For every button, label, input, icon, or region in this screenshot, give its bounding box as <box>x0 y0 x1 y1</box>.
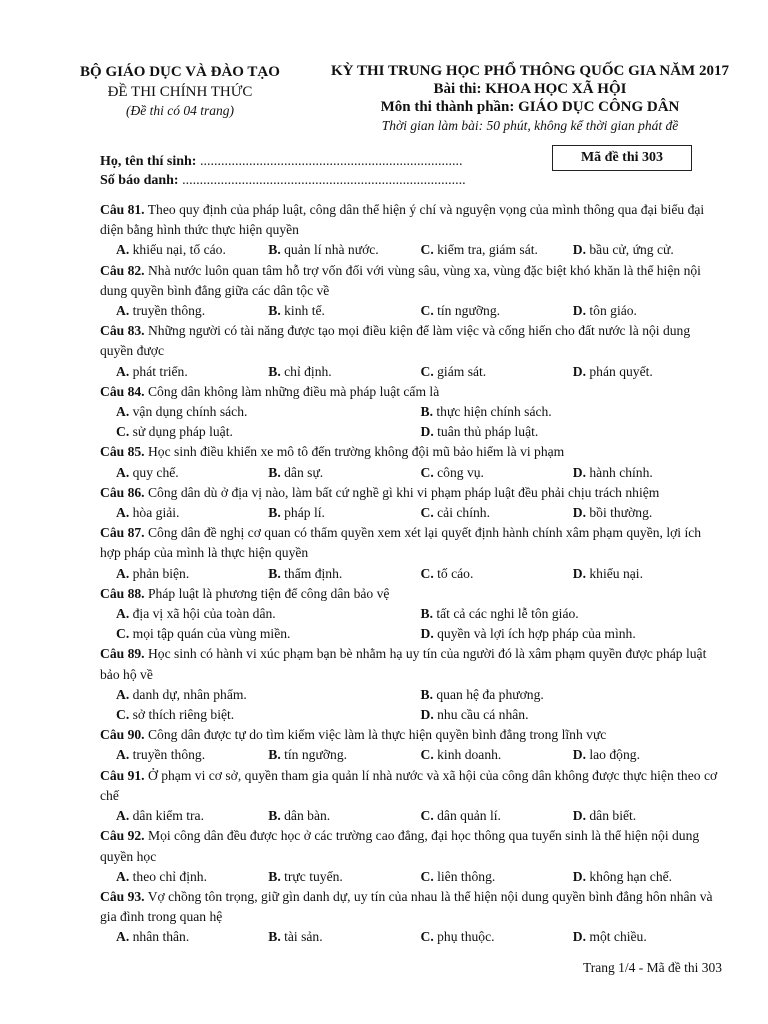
answer-option[interactable] <box>421 463 573 483</box>
time-note: Thời gian làm bài: 50 phút, không kể thời gian phát đề <box>381 118 679 133</box>
answer-option[interactable] <box>573 745 725 765</box>
answer-options <box>100 806 725 826</box>
answer-option[interactable] <box>268 301 420 321</box>
answer-option[interactable] <box>268 927 420 947</box>
answer-option[interactable] <box>116 745 268 765</box>
option-text: địa vị xã hội của toàn dân. <box>132 606 276 622</box>
option-text: kiểm tra, giám sát. <box>437 242 538 258</box>
option-letter: C. <box>116 424 130 440</box>
answer-option[interactable] <box>116 503 268 523</box>
pages-note: (Đề thi có 04 trang) <box>126 103 234 118</box>
answer-options <box>100 867 725 887</box>
option-text: kinh doanh. <box>437 747 502 763</box>
question-text: Công dân không làm những điều mà pháp luật cấm là <box>147 383 440 399</box>
option-letter: C. <box>420 808 434 824</box>
answer-option[interactable] <box>421 685 726 705</box>
option-letter: C. <box>420 565 434 581</box>
question-number: Câu 83. <box>100 323 145 339</box>
answer-option[interactable] <box>573 867 725 887</box>
option-letter: D. <box>572 565 586 581</box>
question-block <box>100 725 725 765</box>
question-number: Câu 81. <box>100 202 145 217</box>
option-letter: A. <box>116 464 130 480</box>
option-letter: A. <box>116 686 130 702</box>
option-text: truyền thông. <box>132 303 206 319</box>
option-letter: C. <box>420 464 434 480</box>
answer-option[interactable] <box>268 240 420 260</box>
question-block <box>100 382 725 443</box>
answer-option[interactable] <box>116 705 421 725</box>
answer-options <box>100 685 725 725</box>
question-text: Học sinh điều khiển xe mô tô đến trường không đội mũ bảo hiểm là vi phạm <box>147 444 565 460</box>
answer-option[interactable] <box>421 362 573 382</box>
option-letter: B. <box>420 404 433 420</box>
option-letter: A. <box>116 363 130 379</box>
question-text: Vợ chồng tôn trọng, giữ gìn danh dự, uy tín của nhau là thể hiện nội dung quyền bình đẳng hôn nhân và gia đình trong quan hệ <box>100 888 713 925</box>
question-text: Pháp luật là phương tiện để công dân bảo vệ <box>147 585 390 601</box>
exam-name: Bài thi: KHOA HỌC XÃ HỘI <box>433 81 627 97</box>
question-stem <box>100 442 725 462</box>
candidate-name-field[interactable]: ........................................................................... <box>199 154 463 169</box>
question-block <box>100 200 725 261</box>
answer-option[interactable] <box>421 604 726 624</box>
question-block <box>100 887 725 948</box>
option-letter: C. <box>420 747 434 763</box>
option-text: trực tuyến. <box>284 868 343 884</box>
option-text: danh dự, nhân phẩm. <box>132 686 247 702</box>
question-stem <box>100 766 725 806</box>
option-text: bầu cử, ứng cử. <box>589 242 674 258</box>
option-text: tất cả các nghi lễ tôn giáo. <box>436 606 579 622</box>
answer-option[interactable] <box>268 745 420 765</box>
option-letter: D. <box>572 808 586 824</box>
answer-options <box>100 463 725 483</box>
question-block <box>100 644 725 725</box>
header-left <box>60 62 300 120</box>
option-text: sử dụng pháp luật. <box>132 424 233 440</box>
option-letter: D. <box>572 464 586 480</box>
option-letter: B. <box>268 808 281 824</box>
option-text: mọi tập quán của vùng miền. <box>132 626 291 642</box>
answer-option[interactable] <box>421 927 573 947</box>
option-letter: B. <box>268 747 281 763</box>
answer-option[interactable] <box>116 624 421 644</box>
option-letter: C. <box>420 242 434 258</box>
option-text: tín ngưỡng. <box>284 747 348 763</box>
option-text: nhu cầu cá nhân. <box>437 707 529 723</box>
option-letter: D. <box>572 505 586 521</box>
option-letter: B. <box>268 464 281 480</box>
question-block <box>100 261 725 322</box>
option-letter: B. <box>268 505 281 521</box>
option-letter: C. <box>116 707 130 723</box>
question-block <box>100 584 725 645</box>
option-text: phán quyết. <box>589 363 653 379</box>
option-letter: B. <box>268 303 281 319</box>
question-stem <box>100 382 725 402</box>
option-text: vận dụng chính sách. <box>132 404 248 420</box>
option-text: dân kiểm tra. <box>132 808 204 824</box>
question-list <box>100 200 725 948</box>
option-text: liên thông. <box>437 868 496 884</box>
question-text: Ở phạm vi cơ sở, quyền tham gia quản lí nhà nước và xã hội của công dân không được thực hiện theo cơ chế <box>100 767 718 803</box>
answer-option[interactable] <box>116 463 268 483</box>
question-block <box>100 826 725 887</box>
answer-option[interactable] <box>116 927 268 947</box>
answer-option[interactable] <box>268 463 420 483</box>
option-letter: D. <box>572 242 586 258</box>
option-letter: D. <box>572 363 586 379</box>
option-text: phát triển. <box>132 363 188 379</box>
option-letter: B. <box>420 686 433 702</box>
option-letter: A. <box>116 868 130 884</box>
option-text: theo chỉ định. <box>132 868 207 884</box>
candidate-id-label: Số báo danh: <box>100 173 179 188</box>
answer-option[interactable] <box>573 564 725 584</box>
option-letter: D. <box>572 929 586 945</box>
answer-option[interactable] <box>116 564 268 584</box>
question-number: Câu 91. <box>100 767 145 783</box>
candidate-id-field[interactable]: ................................................................................. <box>182 173 466 188</box>
answer-options <box>100 745 725 765</box>
option-letter: B. <box>268 565 281 581</box>
answer-options <box>100 240 725 260</box>
option-text: hành chính. <box>589 464 653 480</box>
question-number: Câu 88. <box>100 585 145 601</box>
option-text: hòa giải. <box>132 505 180 521</box>
option-text: dân bàn. <box>284 808 331 824</box>
option-letter: D. <box>420 626 434 642</box>
question-number: Câu 92. <box>100 828 145 844</box>
question-text: Nhà nước luôn quan tâm hỗ trợ vốn đối với vùng sâu, vùng xa, vùng đặc biệt khó khăn là thể hiện nội dung quyền bình đẳng giữa các dân tộc về <box>100 262 701 298</box>
option-letter: B. <box>268 929 281 945</box>
candidate-id-row <box>100 171 466 190</box>
option-text: dân quản lí. <box>437 808 501 824</box>
header-right <box>320 62 740 134</box>
answer-option[interactable] <box>116 301 268 321</box>
option-text: quan hệ đa phương. <box>436 686 544 702</box>
answer-option[interactable] <box>421 422 726 442</box>
option-letter: B. <box>268 242 281 258</box>
option-letter: A. <box>116 242 130 258</box>
option-letter: C. <box>420 868 434 884</box>
option-text: lao động. <box>589 747 640 763</box>
answer-option[interactable] <box>573 806 725 826</box>
option-text: pháp lí. <box>284 505 325 521</box>
question-stem <box>100 523 725 563</box>
question-number: Câu 82. <box>100 262 145 278</box>
option-text: dân sự. <box>284 464 324 480</box>
option-text: khiếu nại, tố cáo. <box>132 242 226 258</box>
question-block <box>100 766 725 827</box>
option-text: bồi thường. <box>589 505 653 521</box>
answer-options <box>100 402 725 442</box>
option-text: phản biện. <box>132 565 190 581</box>
answer-option[interactable] <box>268 362 420 382</box>
option-text: giám sát. <box>437 363 487 379</box>
answer-option[interactable] <box>421 564 573 584</box>
option-letter: C. <box>116 626 130 642</box>
option-letter: A. <box>116 747 130 763</box>
answer-options <box>100 503 725 523</box>
question-number: Câu 93. <box>100 888 145 904</box>
option-text: tố cáo. <box>437 565 474 581</box>
option-text: nhân thân. <box>132 929 190 945</box>
option-letter: B. <box>268 868 281 884</box>
answer-option[interactable] <box>421 503 573 523</box>
option-letter: A. <box>116 606 130 622</box>
question-stem <box>100 483 725 503</box>
option-text: không hạn chế. <box>589 868 673 884</box>
option-text: chỉ định. <box>284 363 332 379</box>
answer-option[interactable] <box>573 463 725 483</box>
option-text: quyền và lợi ích hợp pháp của mình. <box>437 626 636 642</box>
option-text: phụ thuộc. <box>437 929 495 945</box>
question-text: Học sinh có hành vi xúc phạm bạn bè nhằm hạ uy tín của người đó là xâm phạm quyền được pháp luật bảo hộ về <box>100 646 707 682</box>
option-letter: C. <box>420 303 434 319</box>
answer-option[interactable] <box>116 867 268 887</box>
answer-option[interactable] <box>421 624 726 644</box>
option-letter: C. <box>420 929 434 945</box>
answer-option[interactable] <box>116 604 421 624</box>
question-stem <box>100 887 725 927</box>
question-text: Mọi công dân đều được học ở các trường cao đẳng, đại học thông qua tuyển sinh là thể hiện nội dung quyền học <box>100 828 700 864</box>
question-number: Câu 86. <box>100 484 145 500</box>
answer-option[interactable] <box>116 402 421 422</box>
option-text: dân biết. <box>589 808 637 824</box>
answer-options <box>100 564 725 584</box>
question-stem <box>100 584 725 604</box>
answer-option[interactable] <box>573 927 725 947</box>
answer-option[interactable] <box>116 362 268 382</box>
answer-option[interactable] <box>573 503 725 523</box>
option-letter: B. <box>420 606 433 622</box>
option-text: tuân thủ pháp luật. <box>437 424 539 440</box>
question-text: Theo quy định của pháp luật, công dân thể hiện ý chí và nguyện vọng của mình thông qua đại biểu đại diện bằng hình thức thực hiện quyền <box>100 202 705 238</box>
question-number: Câu 90. <box>100 727 145 743</box>
ministry-name: BỘ GIÁO DỤC VÀ ĐÀO TẠO <box>80 64 280 80</box>
official-exam-label: ĐỀ THI CHÍNH THỨC <box>107 84 253 100</box>
answer-option[interactable] <box>421 301 573 321</box>
exam-subject: Môn thi thành phần: GIÁO DỤC CÔNG DÂN <box>380 99 680 115</box>
answer-option[interactable] <box>268 867 420 887</box>
option-text: tài sản. <box>284 929 323 945</box>
answer-options <box>100 362 725 382</box>
question-text: Công dân được tự do tìm kiếm việc làm là thực hiện quyền bình đẳng trong lĩnh vực <box>147 727 607 743</box>
option-text: cải chính. <box>437 505 490 521</box>
option-letter: A. <box>116 303 130 319</box>
question-text: Công dân dù ở địa vị nào, làm bất cứ nghề gì khi vi phạm pháp luật đều phải chịu trách nhiệm <box>147 484 660 500</box>
option-text: truyền thông. <box>132 747 206 763</box>
option-letter: D. <box>420 707 434 723</box>
question-block <box>100 483 725 523</box>
option-letter: A. <box>116 565 130 581</box>
question-stem <box>100 725 725 745</box>
answer-option[interactable] <box>116 685 421 705</box>
answer-option[interactable] <box>421 240 573 260</box>
answer-option[interactable] <box>573 301 725 321</box>
option-letter: A. <box>116 505 130 521</box>
question-stem <box>100 644 725 684</box>
question-block <box>100 442 725 482</box>
option-text: quy chế. <box>132 464 179 480</box>
answer-option[interactable] <box>421 867 573 887</box>
option-text: sở thích riêng biệt. <box>132 707 235 723</box>
question-stem <box>100 321 725 361</box>
answer-option[interactable] <box>268 806 420 826</box>
question-stem <box>100 826 725 866</box>
answer-option[interactable] <box>573 240 725 260</box>
answer-options <box>100 604 725 644</box>
option-text: thẩm định. <box>284 565 343 581</box>
option-letter: A. <box>116 404 130 420</box>
answer-option[interactable] <box>116 806 268 826</box>
option-letter: B. <box>268 363 281 379</box>
answer-option[interactable] <box>421 402 726 422</box>
answer-options <box>100 301 725 321</box>
option-letter: D. <box>572 747 586 763</box>
question-number: Câu 84. <box>100 383 145 399</box>
answer-option[interactable] <box>268 564 420 584</box>
answer-option[interactable] <box>116 240 268 260</box>
question-text: Công dân đề nghị cơ quan có thẩm quyền xem xét lại quyết định hành chính xâm phạm quyền, lợi ích hợp pháp của mình là thực hiện quyền <box>100 525 702 561</box>
exam-title: KỲ THI TRUNG HỌC PHỔ THÔNG QUỐC GIA NĂM 2017 <box>331 63 729 79</box>
option-letter: A. <box>116 808 130 824</box>
question-stem <box>100 200 725 240</box>
option-letter: D. <box>420 424 434 440</box>
answer-option[interactable] <box>421 705 726 725</box>
option-text: một chiều. <box>589 929 647 945</box>
page-footer: Trang 1/4 - Mã đề thi 303 <box>583 960 722 975</box>
answer-options <box>100 927 725 947</box>
question-stem <box>100 261 725 301</box>
question-block <box>100 321 725 382</box>
candidate-info <box>100 152 466 190</box>
option-letter: A. <box>116 929 130 945</box>
option-letter: D. <box>572 868 586 884</box>
option-text: quản lí nhà nước. <box>284 242 379 258</box>
question-number: Câu 89. <box>100 646 145 662</box>
option-text: kinh tế. <box>284 303 325 319</box>
question-number: Câu 87. <box>100 525 145 541</box>
candidate-name-label: Họ, tên thí sinh: <box>100 154 197 169</box>
option-letter: C. <box>420 363 434 379</box>
option-letter: D. <box>572 303 586 319</box>
option-text: tôn giáo. <box>589 303 637 319</box>
option-text: thực hiện chính sách. <box>436 404 552 420</box>
question-number: Câu 85. <box>100 444 145 460</box>
answer-option[interactable] <box>268 503 420 523</box>
answer-option[interactable] <box>573 362 725 382</box>
option-text: tín ngưỡng. <box>437 303 501 319</box>
candidate-name-row <box>100 152 466 171</box>
option-text: công vụ. <box>437 464 484 480</box>
answer-option[interactable] <box>421 745 573 765</box>
answer-option[interactable] <box>116 422 421 442</box>
exam-code-box: Mã đề thi 303 <box>552 145 692 171</box>
answer-option[interactable] <box>421 806 573 826</box>
option-letter: C. <box>420 505 434 521</box>
option-text: khiếu nại. <box>589 565 643 581</box>
question-block <box>100 523 725 584</box>
question-text: Những người có tài năng được tạo mọi điều kiện để làm việc và cống hiến cho đất nước là nội dung quyền được <box>100 323 691 359</box>
